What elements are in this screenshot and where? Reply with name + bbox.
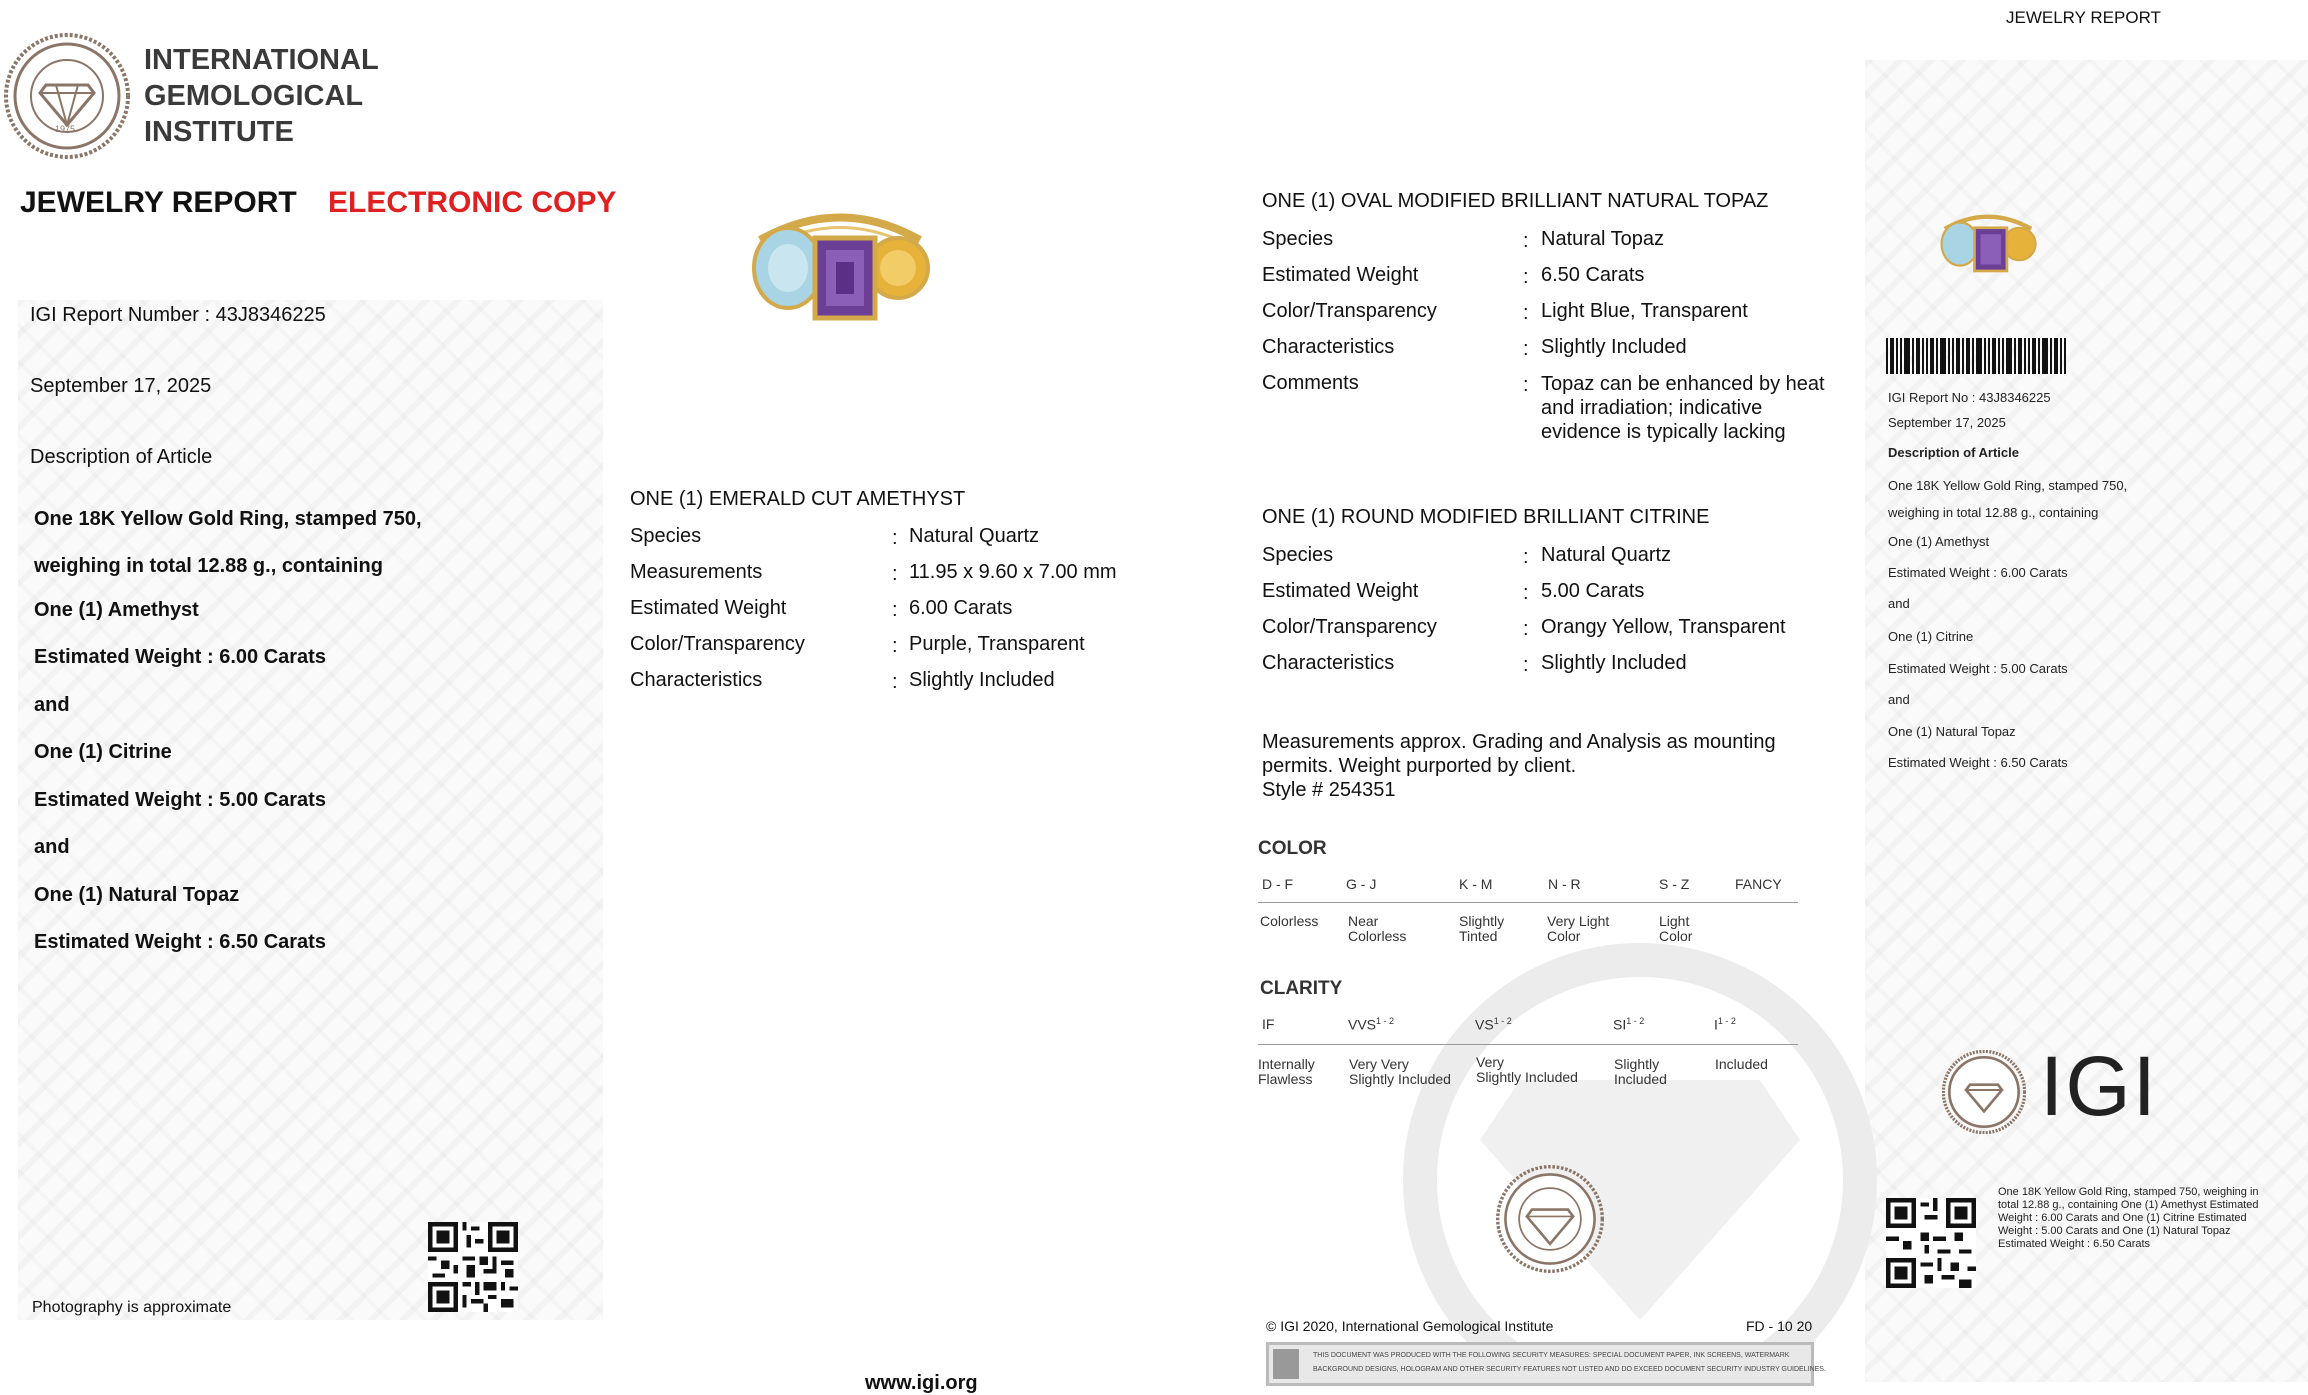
clarity-grade: VVS$^{1 - 2}$	[1348, 1016, 1395, 1033]
topaz-colon: :	[1523, 266, 1529, 288]
amethyst-label: Characteristics	[630, 669, 763, 691]
topaz-value: Light Blue, Transparent	[1541, 300, 1748, 322]
amethyst-value: Purple, Transparent	[909, 633, 1085, 655]
topaz-colon: :	[1523, 302, 1529, 324]
stub-igi-seal	[1942, 1050, 2026, 1134]
photo-note: Photography is approximate	[32, 1299, 232, 1316]
description-line: Estimated Weight : 6.50 Carats	[34, 931, 326, 953]
security-strip	[1266, 1342, 1826, 1386]
copyright: © IGI 2020, International Gemological Institute	[1266, 1318, 1554, 1334]
clarity-grade: IF	[1262, 1016, 1275, 1032]
security-text-line: THIS DOCUMENT WAS PRODUCED WITH THE FOLLOWING SECURITY MEASURES: SPECIAL DOCUMENT PAPER, INK SCREENS, WATERMARK	[1313, 1352, 1790, 1359]
qr-code[interactable]	[428, 1222, 518, 1312]
measurement-notes	[1262, 730, 1776, 802]
website-link[interactable]: www.igi.org	[865, 1372, 978, 1394]
citrine-label: Species	[1262, 544, 1334, 566]
report-number: IGI Report Number : 43J8346225	[30, 304, 326, 326]
amethyst-value: 11.95 x 9.60 x 7.00 mm	[909, 561, 1117, 583]
stub-qr-caption: One 18K Yellow Gold Ring, stamped 750, weighing in total 12.88 g., containing One (1) Amethyst Estimated Weight : 6.00 Carats and One (1) Citrine Estimated Weight : 5.00 Carats and One (1) Natural Topaz Estimated Weight : 6.50 Carats	[1998, 1186, 2259, 1250]
topaz-title: ONE (1) OVAL MODIFIED BRILLIANT NATURAL TOPAZ	[1262, 190, 1769, 212]
color-grade: K - M	[1459, 876, 1493, 892]
clarity-grade: SI$^{1 - 2}$	[1613, 1016, 1645, 1033]
ring-photo	[740, 200, 940, 325]
report-date: September 17, 2025	[30, 375, 212, 397]
color-grade: N - R	[1548, 876, 1581, 892]
citrine-label: Characteristics	[1262, 652, 1395, 674]
amethyst-value: 6.00 Carats	[909, 597, 1013, 619]
description-line: weighing in total 12.88 g., containing	[34, 555, 383, 577]
citrine-title: ONE (1) ROUND MODIFIED BRILLIANT CITRINE	[1262, 506, 1710, 528]
stub-description-heading: Description of Article	[1888, 445, 2019, 460]
topaz-label: Species	[1262, 228, 1334, 250]
topaz-label: Color/Transparency	[1262, 300, 1437, 322]
stub-igi-logo-text: IGI	[2040, 1039, 2159, 1133]
barcode	[1886, 338, 2066, 374]
color-desc: Near Colorless	[1348, 913, 1407, 944]
citrine-value: 5.00 Carats	[1541, 580, 1645, 602]
amethyst-value: Slightly Included	[909, 669, 1055, 691]
topaz-comments-line: Topaz can be enhanced by heat	[1541, 373, 1825, 395]
org-name-line1: INTERNATIONAL	[144, 44, 379, 76]
topaz-colon: :	[1523, 374, 1529, 396]
amethyst-colon: :	[892, 599, 898, 621]
topaz-colon: :	[1523, 230, 1529, 252]
topaz-colon: :	[1523, 338, 1529, 360]
description-line: and	[34, 836, 70, 858]
topaz-comments-line: and irradiation; indicative	[1541, 397, 1763, 419]
citrine-value: Orangy Yellow, Transparent	[1541, 616, 1786, 638]
color-desc: Light Color	[1659, 913, 1693, 944]
amethyst-label: Species	[630, 525, 702, 547]
color-grade: G - J	[1346, 876, 1377, 892]
color-desc: Very Light Color	[1547, 913, 1610, 944]
clarity-desc: Included	[1715, 1056, 1768, 1072]
description-line: Estimated Weight : 5.00 Carats	[34, 789, 326, 811]
topaz-label: Characteristics	[1262, 336, 1395, 358]
clarity-scale-divider	[1258, 1044, 1798, 1045]
igi-seal-logo	[4, 33, 130, 159]
stub-qr-code[interactable]	[1886, 1198, 1976, 1288]
topaz-comments	[1541, 372, 1825, 444]
clarity-grade: VS$^{1 - 2}$	[1475, 1016, 1512, 1033]
notes-line: permits. Weight purported by client.	[1262, 755, 1577, 777]
clarity-grade: $I^{1 - 2}$	[1714, 1016, 1736, 1033]
citrine-colon: :	[1523, 618, 1529, 640]
amethyst-label: Color/Transparency	[630, 633, 805, 655]
color-scale-divider	[1258, 902, 1798, 903]
description-line: and	[34, 694, 70, 716]
clarity-scale-heading: CLARITY	[1260, 978, 1343, 999]
amethyst-colon: :	[892, 671, 898, 693]
description-heading: Description of Article	[30, 446, 213, 468]
org-name-line3: INSTITUTE	[144, 116, 294, 148]
security-text-line: BACKGROUND DESIGNS, HOLOGRAM AND OTHER SECURITY FEATURES NOT LISTED AND DO EXCEED DOCUMENT SECURITY INDUSTRY GUIDELINES.	[1313, 1366, 1826, 1373]
citrine-value: Natural Quartz	[1541, 544, 1672, 566]
color-grade: S - Z	[1659, 876, 1690, 892]
seal-year: 1975	[55, 124, 76, 134]
background-seal-watermark	[1380, 880, 1900, 1380]
color-desc: Slightly Tinted	[1459, 913, 1505, 944]
citrine-colon: :	[1523, 654, 1529, 676]
electronic-copy-label: ELECTRONIC COPY	[328, 186, 617, 219]
stub-report-number: IGI Report No : 43J8346225	[1888, 390, 2051, 405]
amethyst-label: Estimated Weight	[630, 597, 787, 619]
description-list	[34, 508, 422, 978]
topaz-value: Natural Topaz	[1541, 228, 1665, 250]
description-line: One (1) Citrine	[34, 741, 172, 763]
color-desc: Colorless	[1260, 913, 1319, 929]
report-title: JEWELRY REPORT	[20, 186, 297, 219]
amethyst-title: ONE (1) EMERALD CUT AMETHYST	[630, 488, 966, 510]
citrine-label: Color/Transparency	[1262, 616, 1437, 638]
description-line: One (1) Natural Topaz	[34, 884, 240, 906]
stub-date: September 17, 2025	[1888, 415, 2006, 430]
citrine-value: Slightly Included	[1541, 652, 1687, 674]
citrine-colon: :	[1523, 582, 1529, 604]
topaz-comments-line: evidence is typically lacking	[1541, 421, 1786, 443]
topaz-label: Estimated Weight	[1262, 264, 1419, 286]
description-line: One (1) Amethyst	[34, 599, 199, 621]
notes-line: Style # 254351	[1262, 779, 1396, 801]
citrine-colon: :	[1523, 546, 1529, 568]
notes-line: Measurements approx. Grading and Analysis as mounting	[1262, 731, 1776, 753]
amethyst-colon: :	[892, 527, 898, 549]
clarity-desc: Slightly Included	[1614, 1056, 1667, 1087]
amethyst-colon: :	[892, 563, 898, 585]
amethyst-colon: :	[892, 635, 898, 657]
igi-seal-stamp	[1496, 1165, 1604, 1273]
topaz-value: 6.50 Carats	[1541, 264, 1645, 286]
clarity-desc: Internally Flawless	[1258, 1056, 1315, 1087]
form-code: FD - 10 20	[1746, 1318, 1813, 1334]
org-name-line2: GEMOLOGICAL	[144, 80, 364, 112]
stub-ring-photo	[1934, 207, 2042, 275]
stub-description-list: One 18K Yellow Gold Ring, stamped 750, weighing in total 12.88 g., containing One (1) Amethyst Estimated Weight : 6.00 Carats and One (1) Citrine Estimated Weight : 5.00 Carats and One (1) Natural Topaz Estimated Weight : 6.50 Carats	[1888, 478, 2128, 770]
top-right-title: JEWELRY REPORT	[2006, 8, 2161, 27]
amethyst-label: Measurements	[630, 561, 763, 583]
color-grade: D - F	[1262, 876, 1294, 892]
clarity-desc: Very Very Slightly Included	[1349, 1056, 1451, 1087]
topaz-comments-label: Comments	[1262, 372, 1359, 394]
amethyst-value: Natural Quartz	[909, 525, 1040, 547]
citrine-label: Estimated Weight	[1262, 580, 1419, 602]
security-lock-icon	[1273, 1349, 1299, 1379]
description-line: Estimated Weight : 6.00 Carats	[34, 646, 326, 668]
description-line: One 18K Yellow Gold Ring, stamped 750,	[34, 508, 422, 530]
color-scale-heading: COLOR	[1258, 838, 1327, 859]
topaz-value: Slightly Included	[1541, 336, 1687, 358]
clarity-desc: Very Slightly Included	[1476, 1054, 1578, 1085]
color-grade: FANCY	[1735, 876, 1782, 892]
